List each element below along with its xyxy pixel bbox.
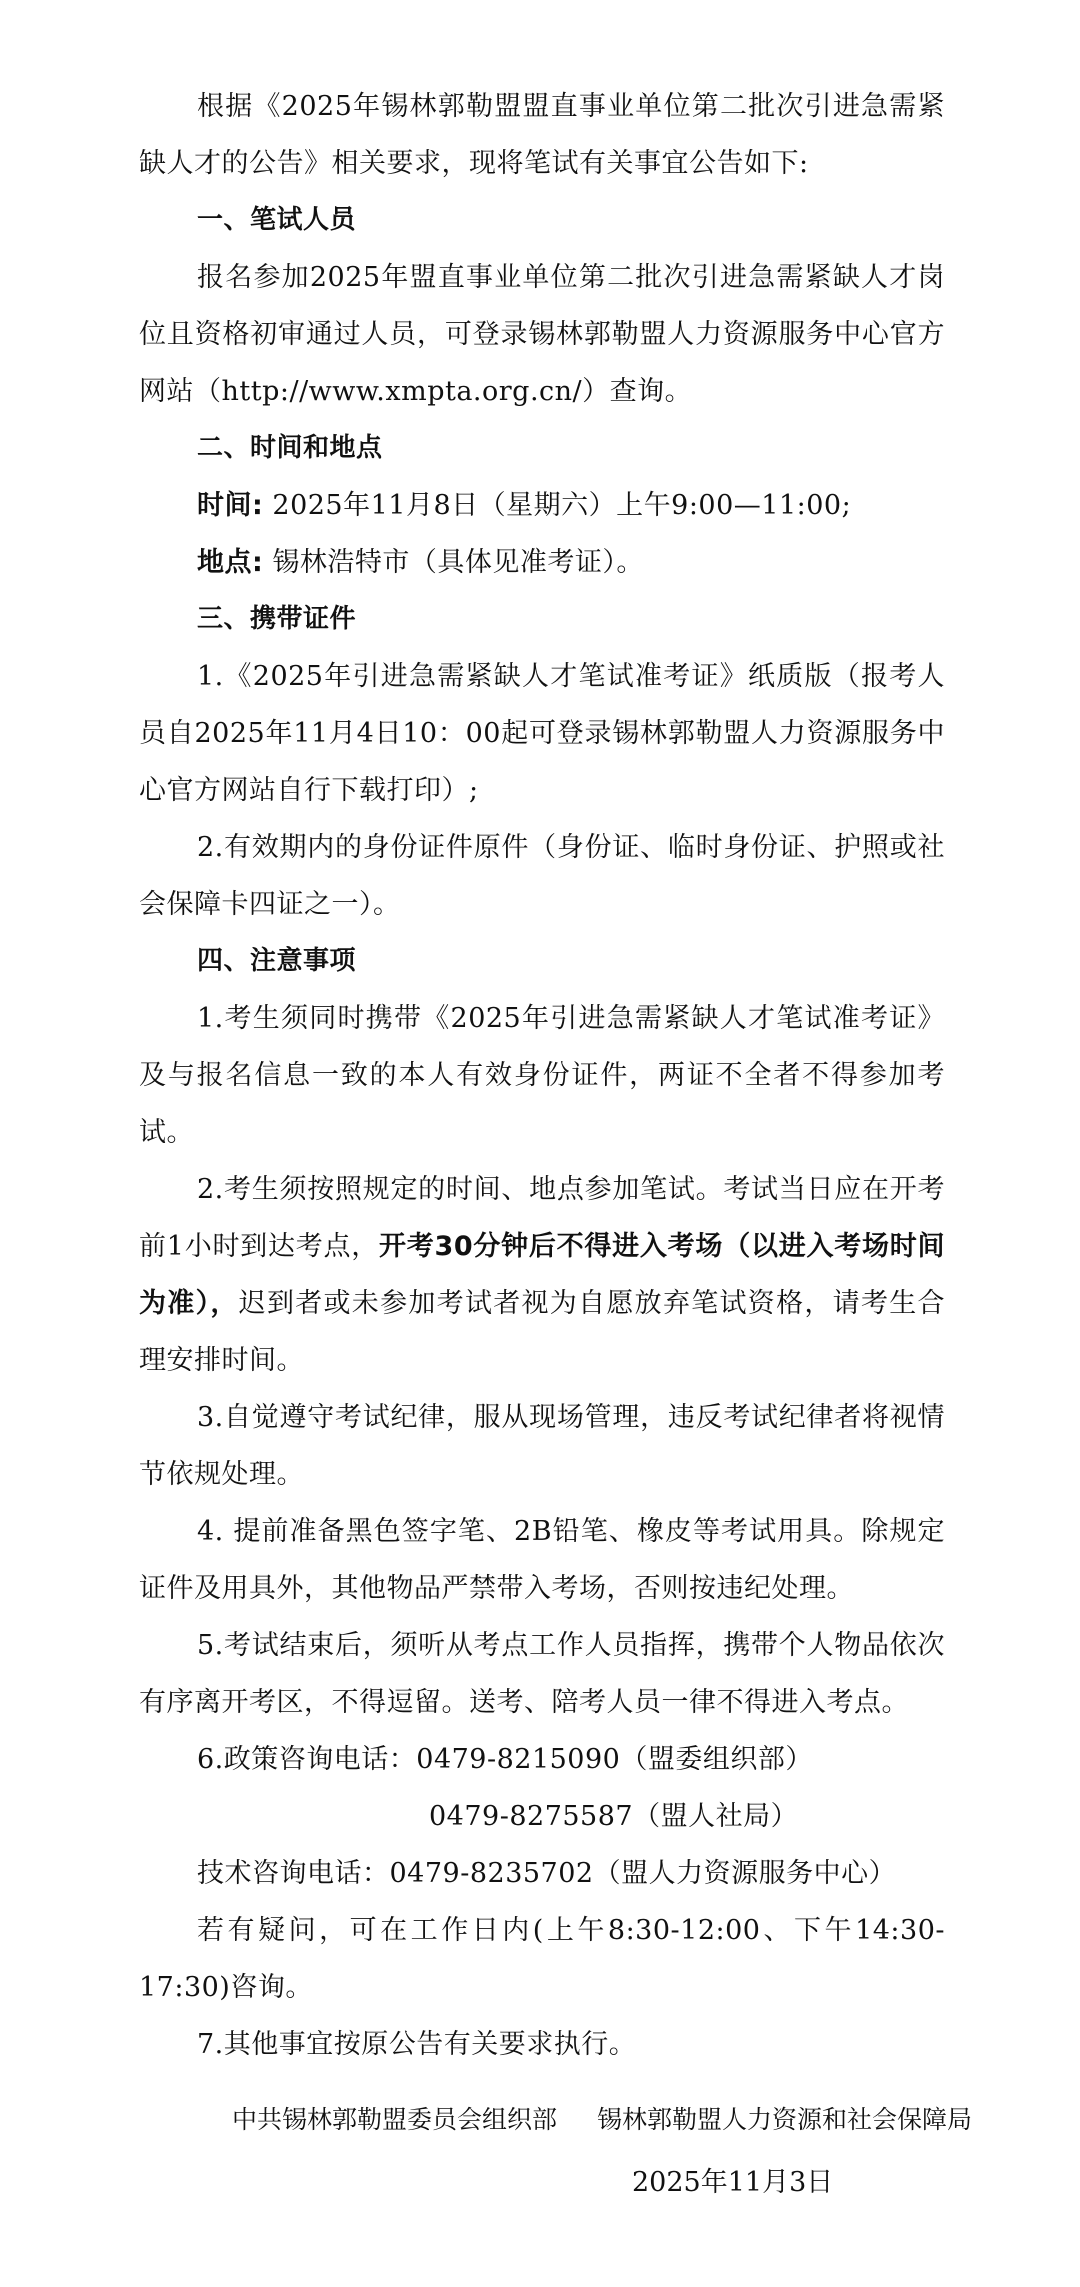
signature-organizations: [232, 2100, 973, 2136]
policy-phone-line: 6.政策咨询电话：0479-8215090（盟委组织部）: [197, 1744, 813, 1775]
section-heading-notes: 四、注意事项: [197, 946, 357, 976]
section-heading-documents: 三、携带证件: [197, 604, 357, 634]
place-label: 地点:: [197, 547, 264, 578]
time-line: [139, 477, 945, 534]
time-value: 2025年11月8日（星期六）上午9:00—11:00;: [263, 490, 852, 521]
notes-item-7: 7.其他事宜按原公告有关要求执行。: [197, 2029, 637, 2060]
office-hours-line: 若有疑问，可在工作日内(上午8:30-12:00、下午14:30-17:30)咨询。: [139, 1915, 945, 2003]
time-label: 时间:: [197, 490, 264, 521]
notes-item-1: 1.考生须同时携带《2025年引进急需紧缺人才笔试准考证》及与报名信息一致的本人有效身份证件，两证不全者不得参加考试。: [139, 1003, 945, 1148]
notes-item-2: [139, 1161, 945, 1389]
notes-item-2-tail: 迟到者或未参加考试者视为自愿放弃笔试资格，请考生合理安排时间。: [139, 1288, 946, 1376]
documents-item-2: 2.有效期内的身份证件原件（身份证、临时身份证、护照或社会保障卡四证之一）。: [139, 832, 945, 920]
place-value: 锡林浩特市（具体见准考证）。: [263, 547, 644, 578]
notes-item-5: 5.考试结束后，须听从考点工作人员指挥，携带个人物品依次有序离开考区，不得逗留。送考、陪考人员一律不得进入考点。: [139, 1630, 945, 1718]
notes-item-2-emphasis: 开考30分钟后不得进入考场（以进入考场时间为准），: [139, 1231, 945, 1319]
policy-phone-line-2: 0479-8275587（盟人社局）: [429, 1801, 799, 1832]
signature-date: 2025年11月3日: [632, 2167, 834, 2198]
documents-item-1: 1.《2025年引进急需紧缺人才笔试准考证》纸质版（报考人员自2025年11月4日10：00起可登录锡林郭勒盟人力资源服务中心官方网站自行下载打印）;: [139, 661, 945, 806]
examinees-paragraph: 报名参加2025年盟直事业单位第二批次引进急需紧缺人才岗位且资格初审通过人员，可登录锡林郭勒盟人力资源服务中心官方网站（http://www.xmpta.org.cn/）查询。: [139, 262, 945, 407]
notes-item-4: 4. 提前准备黑色签字笔、2B铅笔、橡皮等考试用具。除规定证件及用具外，其他物品严禁带入考场，否则按违纪处理。: [139, 1516, 945, 1604]
notes-item-3: 3.自觉遵守考试纪律，服从现场管理，违反考试纪律者将视情节依规处理。: [139, 1402, 945, 1490]
section-heading-time-place: 二、时间和地点: [197, 433, 383, 463]
notes-item-2-text: 2.考生须按照规定的时间、地点参加笔试。考试当日应在开考前1小时到达考点，: [139, 1174, 945, 1262]
signature-org-2: 锡林郭勒盟人力资源和社会保障局: [597, 2105, 973, 2134]
intro-paragraph: 根据《2025年锡林郭勒盟盟直事业单位第二批次引进急需紧缺人才的公告》相关要求，现将笔试有关事宜公告如下:: [139, 91, 945, 179]
tech-phone-line: 技术咨询电话：0479-8235702（盟人力资源服务中心）: [197, 1858, 897, 1889]
signature-org-1: 中共锡林郭勒盟委员会组织部: [232, 2105, 558, 2134]
notice-body: [139, 78, 945, 2073]
section-heading-examinees: 一、笔试人员: [197, 205, 357, 235]
place-line: [139, 534, 945, 591]
